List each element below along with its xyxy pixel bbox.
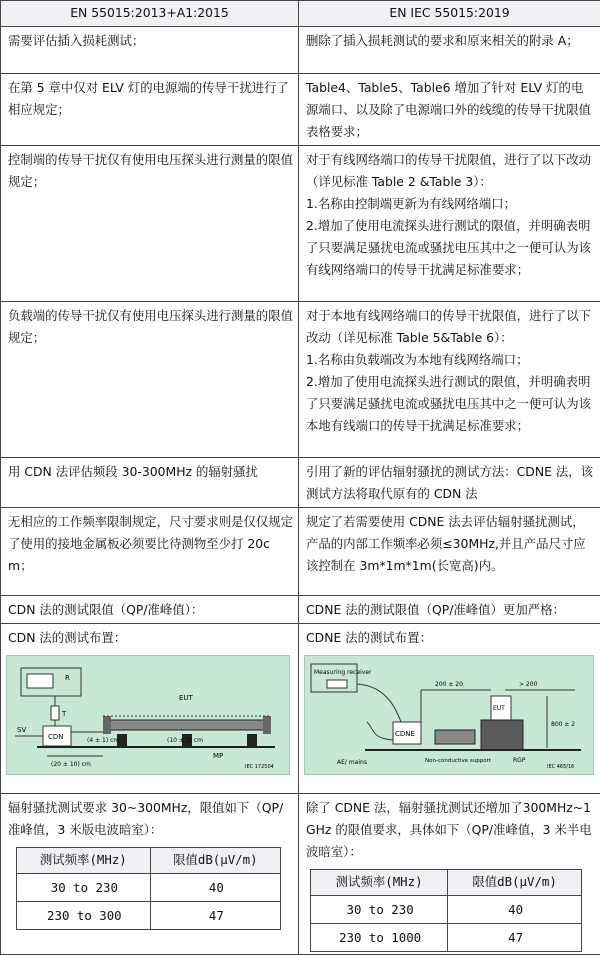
spacing-label: (10 ± 2) cm (167, 737, 203, 744)
header-new-standard: EN IEC 55015:2019 (299, 1, 600, 27)
limits-header-row (311, 870, 582, 896)
cell-text: CDNE 法的测试限值（QP/准峰值）更加严格： (306, 599, 595, 621)
cell-text: 引用了新的评估辐射骚扰的测试方法：CDNE 法，该测试方法将取代原有的 CDN 法 (306, 461, 595, 505)
eut-endcap-left (103, 716, 111, 734)
freq-header: 测试频率(MHz) (17, 848, 151, 874)
new-cell (299, 794, 600, 955)
cell-text: 控制端的传导干扰仅有使用电压探头进行测量的限值规定； (8, 149, 293, 193)
old-cell (1, 27, 299, 74)
table-row (1, 302, 600, 458)
attenuator-box (51, 706, 59, 720)
mp-label: MP (213, 752, 223, 760)
coax-cable (357, 684, 401, 722)
old-cell (1, 624, 299, 794)
r-label: R (65, 674, 70, 682)
cell-text: 负载端的传导干扰仅有使用电压探头进行测量的限值规定； (8, 305, 293, 349)
new-cell (299, 302, 600, 458)
cell-text: 删除了插入损耗测试的要求和原来相关的附录 A； (306, 30, 595, 52)
cell-text: 规定了若需要使用 CDNE 法去评估辐射骚扰测试，产品的内部工作频率必须≤30MHz,并且产品尺寸应该控制在 3m*1m*1m(长宽高)内。 (306, 511, 595, 577)
t-label: T (61, 710, 67, 718)
table-row (1, 27, 600, 74)
cdn-setup-diagram (7, 656, 289, 774)
height-label: 800 ± 2 (551, 721, 575, 728)
cdne-label: CDNE (395, 730, 415, 738)
old-cell (1, 508, 299, 596)
old-cell (1, 74, 299, 146)
cell-text: CDNE 法的测试布置： (306, 627, 595, 649)
eut-lamp (107, 720, 267, 730)
cell-text: 无相应的工作频率限制规定，尺寸要求则是仅仅规定了使用的接地金属板必须要比待测物至少打 20cm； (8, 511, 293, 577)
limits-row (17, 874, 281, 902)
cell-text: 2.增加了使用电流探头进行测试的限值，并明确表明了只要满足骚扰电流或骚扰电压其中之一便可认为该有线网络端口的传导干扰满足标准要求； (306, 215, 595, 281)
old-cell (1, 302, 299, 458)
distance-label: 200 ± 20 (435, 681, 463, 688)
freq-header: 测试频率(MHz) (311, 870, 448, 896)
height-label: (4 ± 1) cm (87, 737, 119, 744)
table-row (1, 596, 600, 624)
cell-text: 需要评估插入损耗测试； (8, 30, 293, 52)
new-cell (299, 74, 600, 146)
new-cell (299, 624, 600, 794)
limits-row (311, 924, 582, 952)
figure-code: IEC 172504 (245, 764, 274, 770)
limit-cell: 40 (448, 896, 582, 924)
table-row (1, 508, 600, 596)
ae-cable (367, 722, 393, 740)
cell-text: CDN 法的测试限值（QP/准峰值）： (8, 599, 293, 621)
distance-label: (20 ± 10) cm (51, 761, 91, 768)
cell-text: 用 CDN 法评估频段 30-300MHz 的辐射骚扰 (8, 461, 293, 483)
cdne-setup-figure (304, 655, 594, 775)
cdn-label: CDN (48, 733, 64, 741)
cell-text: 1.名称由负载端改为本地有线网络端口； (306, 349, 595, 371)
eut-label: EUT (493, 705, 505, 712)
limit-header: 限值dB(μV/m) (150, 848, 280, 874)
old-cell (1, 146, 299, 302)
support-block (247, 734, 257, 746)
receiver-screen (27, 674, 53, 688)
limits-row (17, 902, 281, 930)
freq-cell: 30 to 230 (311, 896, 448, 924)
figure-code: IEC 465/16 (547, 764, 574, 770)
table-row (1, 624, 600, 794)
limits-table-old (16, 847, 281, 930)
non-conductive-support (481, 720, 523, 750)
cdn-setup-figure (6, 655, 290, 775)
table-row (1, 458, 600, 508)
freq-cell: 230 to 300 (17, 902, 151, 930)
eut-endcap-right (263, 716, 271, 734)
rgp-label: RGP (513, 757, 526, 764)
freq-cell: 230 to 1000 (311, 924, 448, 952)
support-label: Non-conductive support (425, 758, 492, 764)
eut-label: EUT (179, 694, 194, 702)
table-row (1, 74, 600, 146)
table-row (1, 146, 600, 302)
new-cell (299, 596, 600, 624)
receiver-label: Measuring receiver (314, 669, 372, 676)
cell-text: 辐射骚扰测试要求 30~300MHz，限值如下（QP/准峰值，3 米版电波暗室）： (8, 797, 293, 841)
header-old-standard: EN 55015:2013+A1:2015 (1, 1, 299, 27)
cell-text: 2.增加了使用电流探头进行测试的限值，并明确表明了只要满足骚扰电流或骚扰电压其中之一便可认为该本地有线端口的传导干扰满足标准要求； (306, 371, 595, 437)
new-cell (299, 146, 600, 302)
cdne-setup-diagram (305, 656, 593, 774)
new-cell (299, 27, 600, 74)
old-cell (1, 596, 299, 624)
limits-row (311, 896, 582, 924)
new-cell (299, 458, 600, 508)
cell-text: 在第 5 章中仅对 ELV 灯的电源端的传导干扰进行了相应规定； (8, 77, 293, 121)
limit-cell: 47 (448, 924, 582, 952)
distance-label: > 200 (519, 681, 538, 688)
limit-header: 限值dB(μV/m) (448, 870, 582, 896)
freq-cell: 30 to 230 (17, 874, 151, 902)
cell-text: Table4、Table5、Table6 增加了针对 ELV 灯的电源端口、以及除了电源端口外的线缆的传导干扰限值表格要求； (306, 77, 595, 143)
ae-label: AE/ mains (337, 759, 367, 766)
table-row (1, 794, 600, 955)
limits-table-new (310, 869, 582, 952)
receiver-screen (327, 680, 347, 688)
limit-cell: 47 (150, 902, 280, 930)
cell-text: CDN 法的测试布置： (8, 627, 293, 649)
new-cell (299, 508, 600, 596)
old-cell (1, 794, 299, 955)
cell-text: 对于有线网络端口的传导干扰限值，进行了以下改动（详见标准 Table 2 &Table 3）： (306, 149, 595, 193)
cable-support (435, 730, 475, 744)
cell-text: 1.名称由控制端更新为有线网络端口； (306, 193, 595, 215)
cell-text: 除了 CDNE 法，辐射骚扰测试还增加了300MHz~1GHz 的限值要求，具体如下（QP/准峰值，3 米半电波暗室）： (306, 797, 595, 863)
header-row (1, 1, 600, 27)
limit-cell: 40 (150, 874, 280, 902)
old-cell (1, 458, 299, 508)
cell-text: 对于本地有线网络端口的传导干扰限值，进行了以下改动（详见标准 Table 5&Table 6）： (306, 305, 595, 349)
limits-header-row (17, 848, 281, 874)
sv-label: SV (17, 726, 26, 734)
